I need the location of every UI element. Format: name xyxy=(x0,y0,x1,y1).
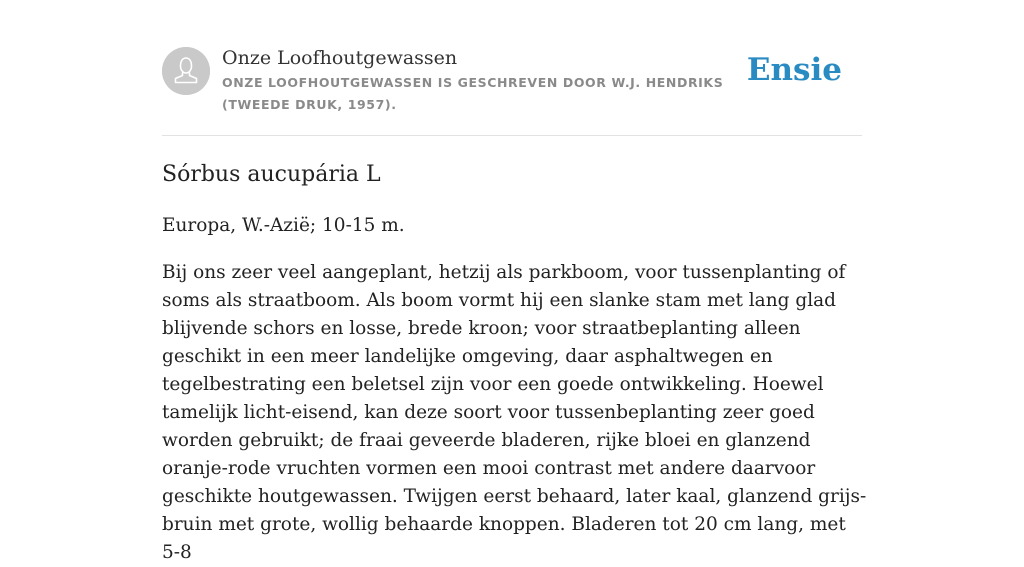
book-subtitle: ONZE LOOFHOUTGEWASSEN IS GESCHREVEN DOOR W.J. HENDRIKS (TWEEDE DRUK, 1957). xyxy=(222,75,724,112)
user-avatar-icon[interactable] xyxy=(162,47,210,95)
entry-title: Sórbus aucupária L xyxy=(162,162,381,187)
book-header xyxy=(162,46,862,116)
entry-distribution: Europa, W.-Azië; 10-15 m. xyxy=(162,215,405,236)
book-title[interactable]: Onze Loofhoutgewassen xyxy=(222,47,458,69)
ensie-logo-link[interactable]: Ensie xyxy=(746,52,842,88)
header-divider xyxy=(162,135,862,136)
entry-description: Bij ons zeer veel aangeplant, hetzij als parkboom, voor tussenplanting of soms als straatboom. Als boom vormt hij een slanke stam met lang glad blijvende schors en losse, brede kroon; voor straatbeplanting alleen geschikt in een meer landelijke omgeving, daar asphaltwegen en tegelbestrating een beletsel zijn voor een goede ontwikkeling. Hoewel tamelijk licht-eisend, kan deze soort voor tussenbeplanting zeer goed worden gebruikt; de fraai geveerde bladeren, rijke bloei en glanzend oranje-rode vruchten vormen een mooi contrast met andere daarvoor geschikte houtgewassen. Twijgen eerst behaard, later kaal, glanzend grijs-bruin met grote, wollig behaarde knoppen. Bladeren tot 20 cm lang, met 5-8 xyxy=(162,262,867,563)
